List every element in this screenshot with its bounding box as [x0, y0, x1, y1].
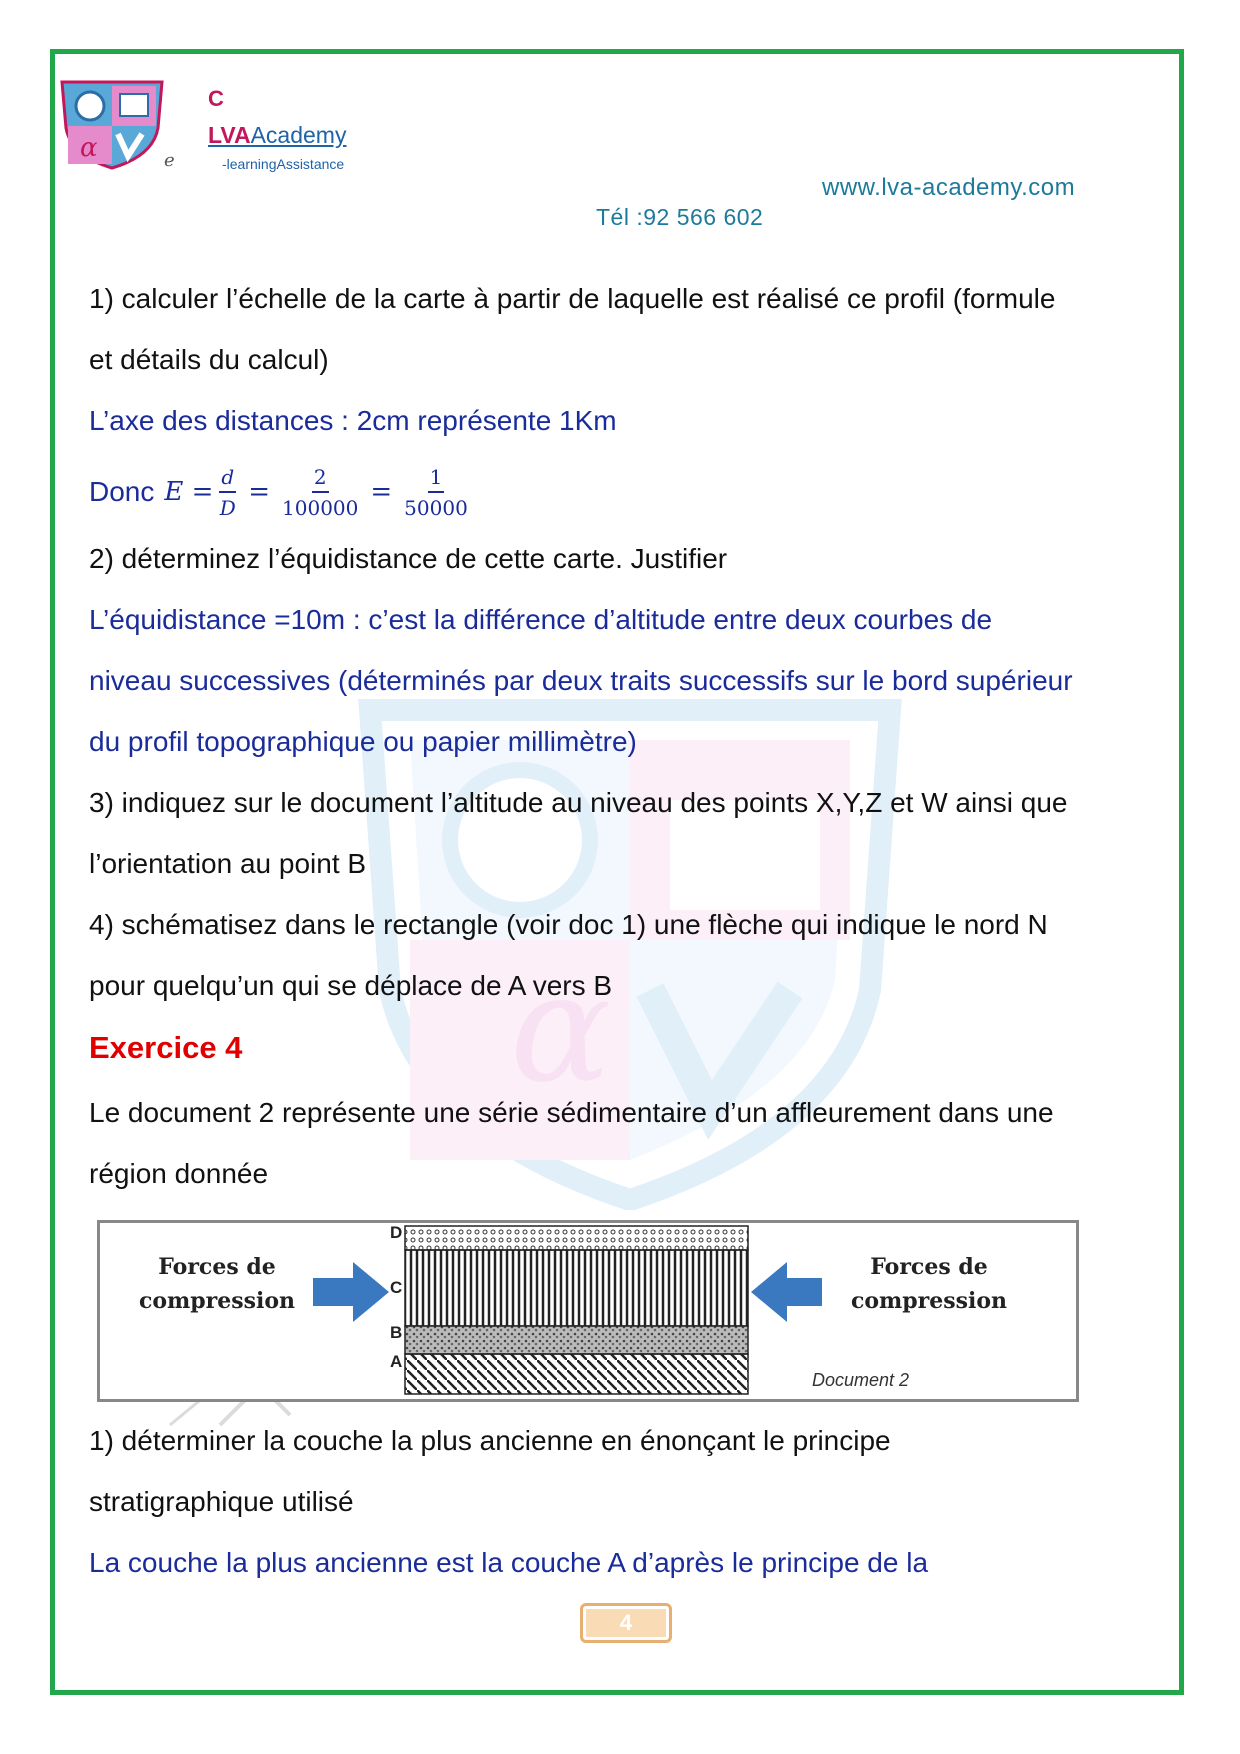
- exercise-4-question-1-line-2: stratigraphique utilisé: [89, 1486, 354, 1517]
- scale-formula: Donc E = $\frac{d}{D}$ = $\frac{2}{100000}$ = $\frac{1}{50000}$: [89, 464, 468, 520]
- exercise-4-answer-1: La couche la plus ancienne est la couche A d’après le principe de la: [89, 1547, 929, 1578]
- question-4-line-2: pour quelqu’un qui se déplace de A vers B: [89, 970, 613, 1001]
- exercise-4-question-1-line-1: 1) déterminer la couche la plus ancienne en énonçant le principe: [89, 1425, 891, 1456]
- question-1-cont: et détails du calcul): [89, 344, 329, 375]
- fraction-1-over-50000: $\frac{1}{50000}$: [404, 464, 468, 520]
- question-3-line-1: 3) indiquez sur le document l’altitude au niveau des points X,Y,Z et W ainsi que: [89, 787, 1068, 818]
- question-1: 1) calculer l’échelle de la carte à partir de laquelle est réalisé ce profil (formule: [89, 283, 1056, 314]
- brand-e: e: [164, 150, 175, 171]
- arrow-right-icon: [313, 1262, 389, 1322]
- brand-name: [208, 122, 346, 149]
- brand-tagline: -learningAssistance: [222, 156, 345, 172]
- svg-text:α: α: [510, 942, 612, 1116]
- question-3-line-2: l’orientation au point B: [89, 848, 367, 879]
- layer-label-c: C: [390, 1278, 403, 1297]
- layer-d: [405, 1226, 748, 1250]
- layer-a: [405, 1354, 748, 1394]
- exercise-4-title: Exercice 4: [89, 1030, 243, 1065]
- answer-2-line-1: L’équidistance =10m : c’est la différence d’altitude entre deux courbes de: [89, 604, 993, 635]
- brand-letter: C: [208, 86, 224, 111]
- question-4-line-1: 4) schématisez dans le rectangle (voir doc 1) une flèche qui indique le nord N: [89, 909, 1048, 940]
- formula-lhs: E =: [164, 477, 214, 507]
- arrow-left-icon: [751, 1262, 822, 1322]
- svg-text:α: α: [80, 133, 98, 163]
- right-force-label: Forces de compression: [850, 1254, 1008, 1314]
- exercise-4-intro-2: région donnée: [89, 1158, 269, 1189]
- brand-lva: LVA: [208, 122, 251, 148]
- fraction-d-over-D: $\frac{d}{D}$: [219, 464, 236, 520]
- answer-2-line-2: niveau successives (déterminés par deux traits successifs sur le bord supérieur: [89, 665, 1073, 696]
- watermark-logo: [350, 690, 910, 1210]
- question-2: 2) déterminez l’équidistance de cette carte. Justifier: [89, 543, 728, 574]
- brand-academy: Academy: [250, 122, 347, 148]
- layer-label-b: B: [390, 1323, 403, 1342]
- layer-b: [405, 1326, 748, 1354]
- layer-label-d: D: [390, 1223, 403, 1242]
- page-number: 4: [580, 1603, 672, 1643]
- exercise-4-intro-1: Le document 2 représente une série sédimentaire d’un affleurement dans une: [89, 1097, 1054, 1128]
- layer-label-a: A: [390, 1352, 403, 1371]
- answer-2-line-3: du profil topographique ou papier millimètre): [89, 726, 637, 757]
- answer-1: L’axe des distances : 2cm représente 1Km: [89, 405, 617, 436]
- document-2-caption: Document 2: [812, 1370, 910, 1390]
- left-force-label: Forces de compression: [138, 1254, 296, 1314]
- layer-c: [405, 1250, 748, 1326]
- lva-academy-logo: [58, 78, 166, 170]
- phone-number: Tél :92 566 602: [596, 204, 764, 230]
- website-link[interactable]: www.lva-academy.com: [822, 174, 1076, 201]
- fraction-2-over-100000: $\frac{2}{100000}$: [282, 464, 359, 520]
- formula-prefix: Donc: [89, 476, 155, 507]
